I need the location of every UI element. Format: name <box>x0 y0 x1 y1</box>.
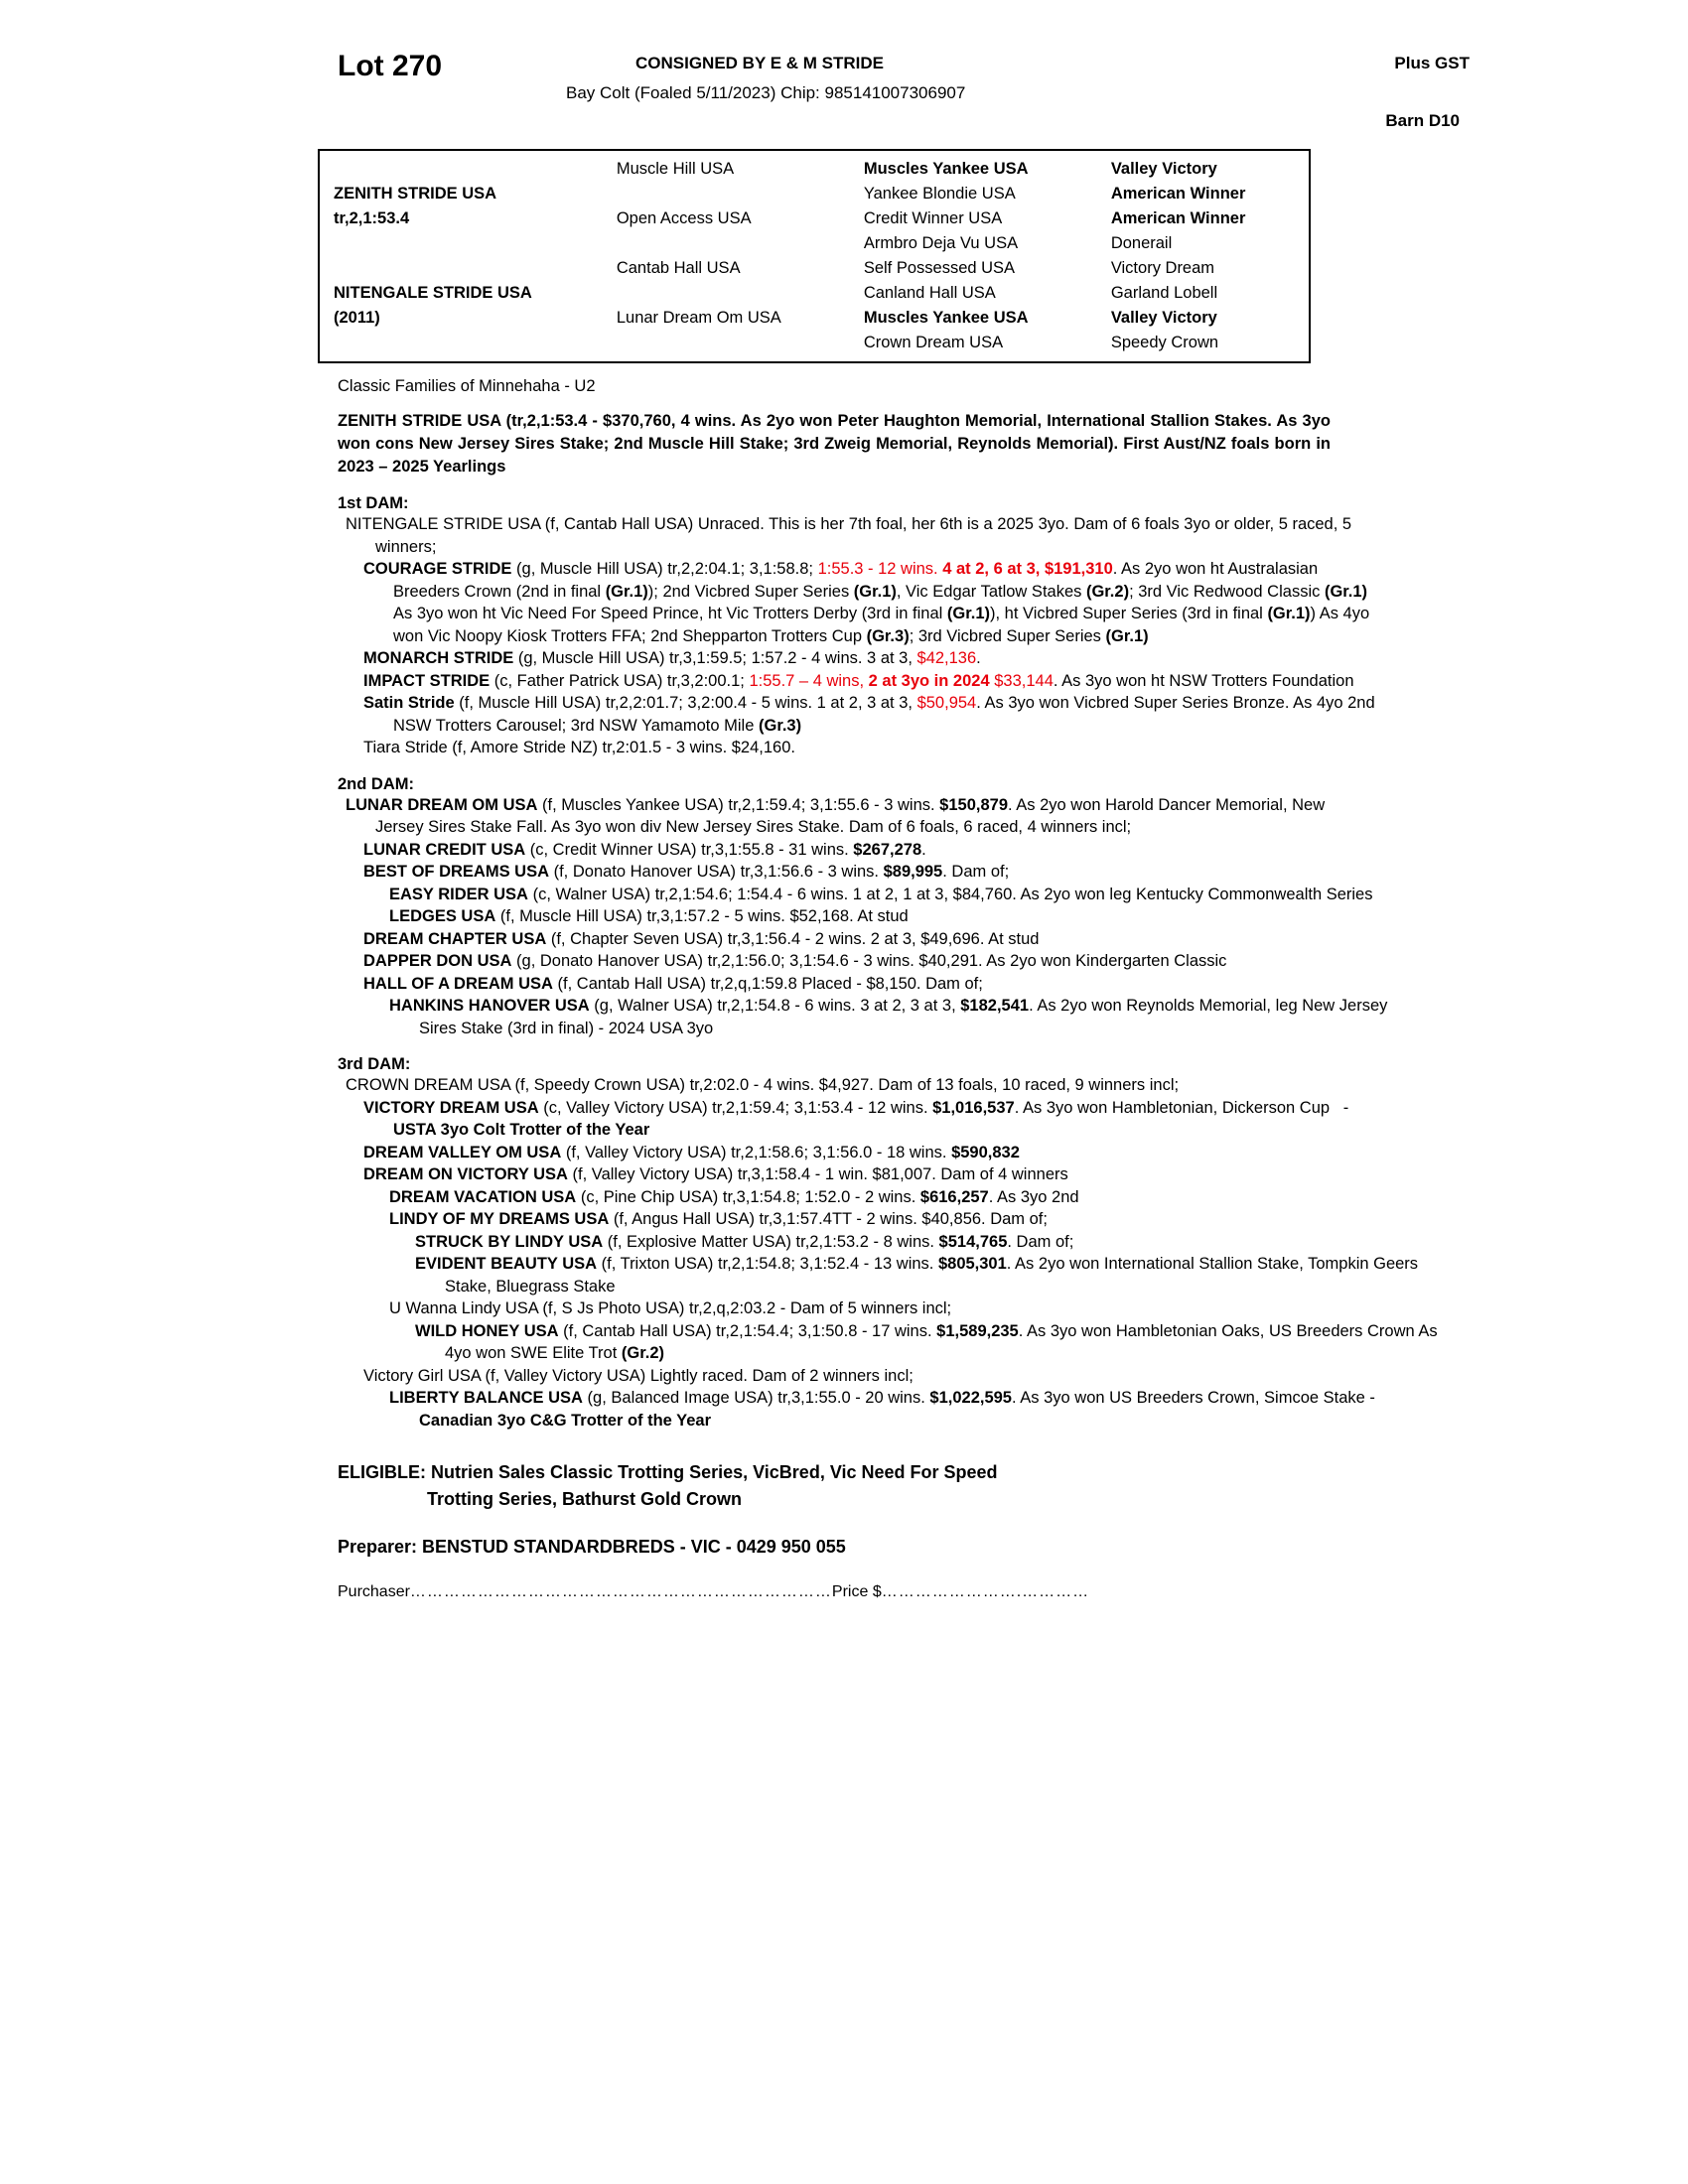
pedigree-entry: NITENGALE STRIDE USA (f, Cantab Hall USA) Unraced. This is her 7th foal, her 6th is a 2025 3yo. Dam of 6 foals 3yo or older, 5 raced, 5 winners; <box>346 515 1352 556</box>
eligible-block <box>338 1459 1231 1513</box>
pedigree-cell-grandsire: Crown Dream USA <box>863 334 1004 351</box>
pedigree-cell-sire: Cantab Hall USA <box>616 259 741 277</box>
pedigree-entry: EVIDENT BEAUTY USA (f, Trixton USA) tr,2,1:54.8; 3,1:52.4 - 13 wins. $805,301. As 2yo won International Stallion Stake, Tompkin Geers Stake, Bluegrass Stake <box>415 1255 1419 1296</box>
dam-sections <box>338 494 1569 1432</box>
pedigree-cell-grandsire: Armbro Deja Vu USA <box>863 234 1019 252</box>
pedigree-entry: VICTORY DREAM USA (c, Valley Victory USA) tr,2,1:59.4; 3,1:53.4 - 12 wins. $1,016,537. As 3yo won Hambletonian, Dickerson Cup - USTA 3yo Colt Trotter of the Year <box>363 1098 1349 1139</box>
pedigree-entry: Victory Girl USA (f, Valley Victory USA) Lightly raced. Dam of 2 winners incl; <box>363 1366 914 1385</box>
dam-heading: 2nd DAM: <box>338 774 414 793</box>
pedigree-entry: HALL OF A DREAM USA (f, Cantab Hall USA) tr,2,q,1:59.8 Placed - $8,150. Dam of; <box>363 974 983 993</box>
pedigree-entry: LIBERTY BALANCE USA (g, Balanced Image USA) tr,3,1:55.0 - 20 wins. $1,022,595. As 3yo won US Breeders Crown, Simcoe Stake - Canadian 3yo C&G Trotter of the Year <box>389 1389 1375 1430</box>
consignor-line: CONSIGNED BY E & M STRIDE <box>635 54 884 72</box>
pedigree-cell-sire: Open Access USA <box>616 209 752 227</box>
pedigree-cell-greatgrandsire: Valley Victory <box>1110 160 1217 178</box>
pedigree-cell-grandsire: Credit Winner USA <box>863 209 1003 227</box>
pedigree-entry: DREAM ON VICTORY USA (f, Valley Victory USA) tr,3,1:58.4 - 1 win. $81,007. Dam of 4 winners <box>363 1165 1068 1183</box>
pedigree-row <box>320 281 1309 306</box>
pedigree-table <box>318 149 1311 363</box>
pedigree-entry: DAPPER DON USA (g, Donato Hanover USA) tr,2,1:56.0; 3,1:54.6 - 3 wins. $40,291. As 2yo won Kindergarten Classic <box>363 952 1227 970</box>
pedigree-cell-greatgrandsire: Donerail <box>1110 234 1173 252</box>
pedigree-entry: LUNAR CREDIT USA (c, Credit Winner USA) tr,3,1:55.8 - 31 wins. $267,278. <box>363 840 926 859</box>
pedigree-cell-greatgrandsire: American Winner <box>1110 185 1246 203</box>
pedigree-row <box>320 331 1309 355</box>
pedigree-cell-greatgrandsire: Victory Dream <box>1110 259 1215 277</box>
dam-heading: 1st DAM: <box>338 494 409 512</box>
page-header <box>338 40 1569 149</box>
sire-summary: ZENITH STRIDE USA (tr,2,1:53.4 - $370,760, 4 wins. As 2yo won Peter Haughton Memorial, International Stallion Stakes. As 3yo won cons New Jersey Sires Stake; 2nd Muscle Hill Stake; 3rd Zweig Memorial, Reynolds Memorial). First Aust/NZ foals born in 2023 – 2025 Yearlings <box>338 412 1331 476</box>
barn-label: Barn D10 <box>1385 111 1460 130</box>
pedigree-entry: HANKINS HANOVER USA (g, Walner USA) tr,2,1:54.8 - 6 wins. 3 at 2, 3 at 3, $182,541. As 2yo won Reynolds Memorial, leg New Jersey Sires Stake (3rd in final) - 2024 USA 3yo <box>389 997 1388 1037</box>
pedigree-cell-greatgrandsire: Valley Victory <box>1110 309 1217 327</box>
pedigree-cell-grandsire: Muscles Yankee USA <box>863 309 1029 327</box>
pedigree-entry: EASY RIDER USA (c, Walner USA) tr,2,1:54.6; 1:54.4 - 6 wins. 1 at 2, 1 at 3, $84,760. As 2yo won leg Kentucky Commonwealth Series <box>389 885 1373 903</box>
pedigree-entry: WILD HONEY USA (f, Cantab Hall USA) tr,2,1:54.4; 3,1:50.8 - 17 wins. $1,589,235. As 3yo won Hambletonian Oaks, US Breeders Crown As 4yo won SWE Elite Trot (Gr.2) <box>415 1321 1438 1362</box>
pedigree-row <box>320 306 1309 331</box>
purchaser-dots: ………………………………………………………………… <box>409 1583 832 1600</box>
pedigree-cell-grandsire: Muscles Yankee USA <box>863 160 1029 178</box>
purchaser-line <box>338 1583 1569 1601</box>
pedigree-cell-greatgrandsire: American Winner <box>1110 209 1246 227</box>
lot-number: Lot 270 <box>338 50 443 82</box>
dam-heading: 3rd DAM: <box>338 1055 411 1073</box>
pedigree-cell-name: NITENGALE STRIDE USA <box>334 284 532 302</box>
pedigree-entry: IMPACT STRIDE (c, Father Patrick USA) tr,3,2:00.1; 1:55.7 – 4 wins, 2 at 3yo in 2024 $33,144. As 3yo won ht NSW Trotters Foundation <box>363 671 1354 690</box>
pedigree-entry: LINDY OF MY DREAMS USA (f, Angus Hall USA) tr,3,1:57.4TT - 2 wins. $40,856. Dam of; <box>389 1210 1048 1228</box>
plus-gst-label: Plus GST <box>1394 54 1470 72</box>
pedigree-cell-sire: Muscle Hill USA <box>616 160 735 178</box>
pedigree-cell-grandsire: Self Possessed USA <box>863 259 1016 277</box>
pedigree-row <box>320 206 1309 231</box>
pedigree-entry: U Wanna Lindy USA (f, S Js Photo USA) tr,2,q,2:03.2 - Dam of 5 winners incl; <box>389 1299 952 1317</box>
pedigree-entry: CROWN DREAM USA (f, Speedy Crown USA) tr,2:02.0 - 4 wins. $4,927. Dam of 13 foals, 10 raced, 9 winners incl; <box>346 1076 1180 1094</box>
pedigree-entry: BEST OF DREAMS USA (f, Donato Hanover USA) tr,3,1:56.6 - 3 wins. $89,995. Dam of; <box>363 863 1010 881</box>
pedigree-entry: Tiara Stride (f, Amore Stride NZ) tr,2:01.5 - 3 wins. $24,160. <box>363 739 795 756</box>
pedigree-cell-greatgrandsire: Speedy Crown <box>1110 334 1219 351</box>
pedigree-entry: LUNAR DREAM OM USA (f, Muscles Yankee USA) tr,2,1:59.4; 3,1:55.6 - 3 wins. $150,879. As 2yo won Harold Dancer Memorial, New Jersey Sires Stake Fall. As 3yo won div New Jersey Sires Stake. Dam of 6 foals, 6 raced, 4 winners incl; <box>346 795 1326 836</box>
pedigree-cell-greatgrandsire: Garland Lobell <box>1110 284 1218 302</box>
foal-details-line: Bay Colt (Foaled 5/11/2023) Chip: 985141007306907 <box>566 83 966 102</box>
pedigree-cell-name: (2011) <box>334 309 380 327</box>
pedigree-entry: COURAGE STRIDE (g, Muscle Hill USA) tr,2,2:04.1; 3,1:58.8; 1:55.3 - 12 wins. 4 at 2, 6 at 3, $191,310. As 2yo won ht Australasian Breeders Crown (2nd in final (Gr.1)); 2nd Vicbred Super Series (Gr.1), Vic Edgar Tatlow Stakes (Gr.2); 3rd Vic Redwood Classic (Gr.1) As 3yo won ht Vic Need For Speed Prince, ht Vic Trotters Derby (3rd in final (Gr.1)), ht Vicbred Super Series (3rd in final (Gr.1)) As 4yo won Vic Noopy Kiosk Trotters FFA; 2nd Shepparton Trotters Cup (Gr.3); 3rd Vicbred Super Series (Gr.1) <box>363 560 1370 645</box>
price-dots: …………………….………… <box>881 1583 1090 1600</box>
preparer-line: Preparer: BENSTUD STANDARDBREDS - VIC - 0429 950 055 <box>338 1537 846 1557</box>
pedigree-cell-grandsire: Canland Hall USA <box>863 284 996 302</box>
pedigree-row <box>320 157 1309 182</box>
pedigree-cell-name: tr,2,1:53.4 <box>334 209 410 227</box>
pedigree-row <box>320 256 1309 281</box>
pedigree-cell-grandsire: Yankee Blondie USA <box>863 185 1016 203</box>
eligible-line-2: Trotting Series, Bathurst Gold Crown <box>427 1489 743 1509</box>
pedigree-row <box>320 182 1309 206</box>
pedigree-entry: DREAM CHAPTER USA (f, Chapter Seven USA) tr,3,1:56.4 - 2 wins. 2 at 3, $49,696. At stud <box>363 929 1040 948</box>
pedigree-entry: LEDGES USA (f, Muscle Hill USA) tr,3,1:57.2 - 5 wins. $52,168. At stud <box>389 907 909 925</box>
eligible-line-1: ELIGIBLE: Nutrien Sales Classic Trotting Series, VicBred, Vic Need For Speed <box>338 1462 998 1482</box>
pedigree-entry: Satin Stride (f, Muscle Hill USA) tr,2,2:01.7; 3,2:00.4 - 5 wins. 1 at 2, 3 at 3, $50,954. As 3yo won Vicbred Super Series Bronze. As 4yo 2nd NSW Trotters Carousel; 3rd NSW Yamamoto Mile (Gr.3) <box>363 694 1375 735</box>
pedigree-entry: MONARCH STRIDE (g, Muscle Hill USA) tr,3,1:59.5; 1:57.2 - 4 wins. 3 at 3, $42,136. <box>363 649 981 667</box>
pedigree-entry: DREAM VALLEY OM USA (f, Valley Victory USA) tr,2,1:58.6; 3,1:56.0 - 18 wins. $590,832 <box>363 1143 1020 1161</box>
price-label: Price $ <box>831 1583 882 1600</box>
purchaser-label: Purchaser <box>338 1583 410 1600</box>
classic-families-line: Classic Families of Minnehaha - U2 <box>338 377 596 395</box>
pedigree-entry: STRUCK BY LINDY USA (f, Explosive Matter USA) tr,2,1:53.2 - 8 wins. $514,765. Dam of; <box>415 1232 1074 1251</box>
pedigree-row <box>320 231 1309 256</box>
pedigree-cell-name: ZENITH STRIDE USA <box>334 185 497 203</box>
pedigree-cell-sire: Lunar Dream Om USA <box>616 309 781 327</box>
pedigree-entry: DREAM VACATION USA (c, Pine Chip USA) tr,3,1:54.8; 1:52.0 - 2 wins. $616,257. As 3yo 2nd <box>389 1187 1079 1206</box>
